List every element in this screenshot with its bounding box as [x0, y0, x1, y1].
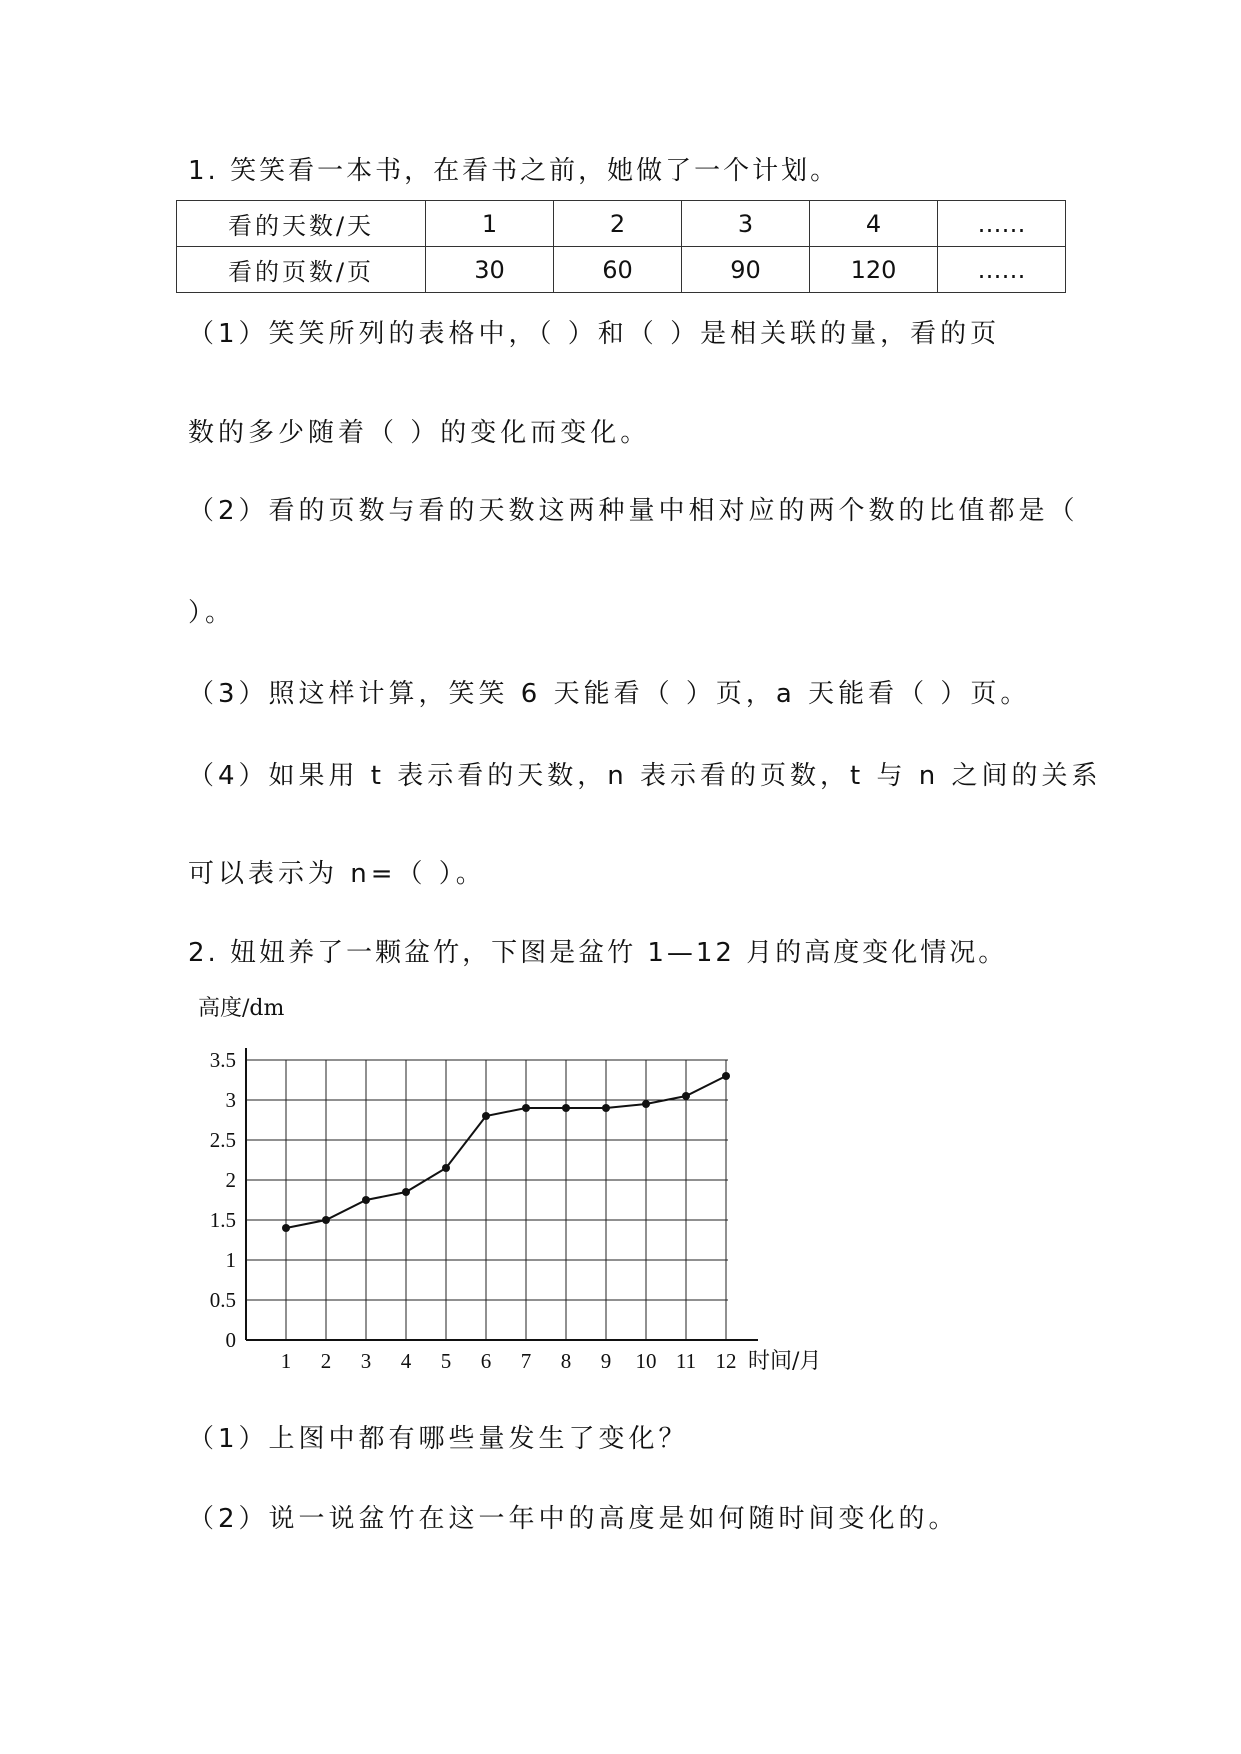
x-tick-label: 9: [600, 1349, 612, 1373]
x-tick-label: 10: [635, 1349, 657, 1373]
q1-part1-line1: （1）笑笑所列的表格中，（ ）和（ ）是相关联的量，看的页: [188, 319, 1001, 349]
table-cell: 90: [682, 247, 810, 293]
table-cell: ……: [938, 247, 1066, 293]
series-line: [286, 1076, 726, 1228]
data-point: [682, 1092, 690, 1100]
data-point: [442, 1164, 450, 1172]
data-point: [642, 1100, 650, 1108]
table-row-pages: [177, 247, 1066, 293]
y-tick-label: 0.5: [209, 1288, 236, 1312]
q1-part2-line1: （2）看的页数与看的天数这两种量中相对应的两个数的比值都是（: [188, 496, 1079, 526]
table-cell: 3: [682, 201, 810, 247]
q1-part4-line1: （4）如果用 t 表示看的天数，n 表示看的页数，t 与 n 之间的关系: [188, 761, 1102, 791]
y-tick-label: 3: [225, 1088, 236, 1112]
y-tick-label: 0: [225, 1328, 236, 1352]
question-1-title: 1. 笑笑看一本书，在看书之前，她做了一个计划。: [188, 156, 840, 186]
x-tick-label: 5: [440, 1349, 452, 1373]
x-tick-label: 3: [360, 1349, 372, 1373]
y-tick-label: 3.5: [209, 1048, 236, 1072]
table-cell: 60: [554, 247, 682, 293]
table-row-header: 看的页数/页: [177, 247, 426, 293]
table-cell: 2: [554, 201, 682, 247]
q1-part4-line2: 可以表示为 n=（ ）。: [188, 859, 486, 889]
data-point: [322, 1216, 330, 1224]
reading-plan-table: [176, 200, 1066, 293]
data-point: [562, 1104, 570, 1112]
data-point: [362, 1196, 370, 1204]
question-2-title: 2. 妞妞养了一颗盆竹，下图是盆竹 1—12 月的高度变化情况。: [188, 938, 1008, 968]
y-tick-label: 2.5: [209, 1128, 236, 1152]
data-point: [402, 1188, 410, 1196]
data-point: [282, 1224, 290, 1232]
q2-part2-line: （2）说一说盆竹在这一年中的高度是如何随时间变化的。: [188, 1504, 959, 1534]
table-cell: 120: [810, 247, 938, 293]
q1-part2-line2: ）。: [188, 598, 236, 628]
x-tick-label: 11: [675, 1349, 697, 1373]
y-tick-label: 2: [225, 1168, 236, 1192]
x-tick-label: 4: [400, 1349, 412, 1373]
q1-part1-line2: 数的多少随着（ ）的变化而变化。: [188, 418, 651, 448]
table-cell: 1: [426, 201, 554, 247]
x-tick-label: 1: [280, 1349, 292, 1373]
bamboo-height-line-chart: [190, 995, 870, 1395]
table-row-header: 看的天数/天: [177, 201, 426, 247]
y-tick-label: 1: [225, 1248, 236, 1272]
x-tick-label: 7: [520, 1349, 532, 1373]
table-cell: 4: [810, 201, 938, 247]
x-axis-label: 时间/月: [748, 1349, 822, 1374]
q1-part3-line: （3）照这样计算，笑笑 6 天能看（ ）页，a 天能看（ ）页。: [188, 679, 1031, 709]
x-tick-label: 8: [560, 1349, 572, 1373]
q2-part1-line: （1）上图中都有哪些量发生了变化？: [188, 1424, 689, 1454]
data-point: [522, 1104, 530, 1112]
x-tick-label: 2: [320, 1349, 332, 1373]
table-row-days: [177, 201, 1066, 247]
data-point: [722, 1072, 730, 1080]
y-tick-label: 1.5: [209, 1208, 236, 1232]
table-cell: 30: [426, 247, 554, 293]
x-tick-label: 12: [715, 1349, 737, 1373]
table-cell: ……: [938, 201, 1066, 247]
x-tick-label: 6: [480, 1349, 492, 1373]
data-point: [602, 1104, 610, 1112]
y-axis-label: 高度/dm: [198, 996, 285, 1021]
data-point: [482, 1112, 490, 1120]
